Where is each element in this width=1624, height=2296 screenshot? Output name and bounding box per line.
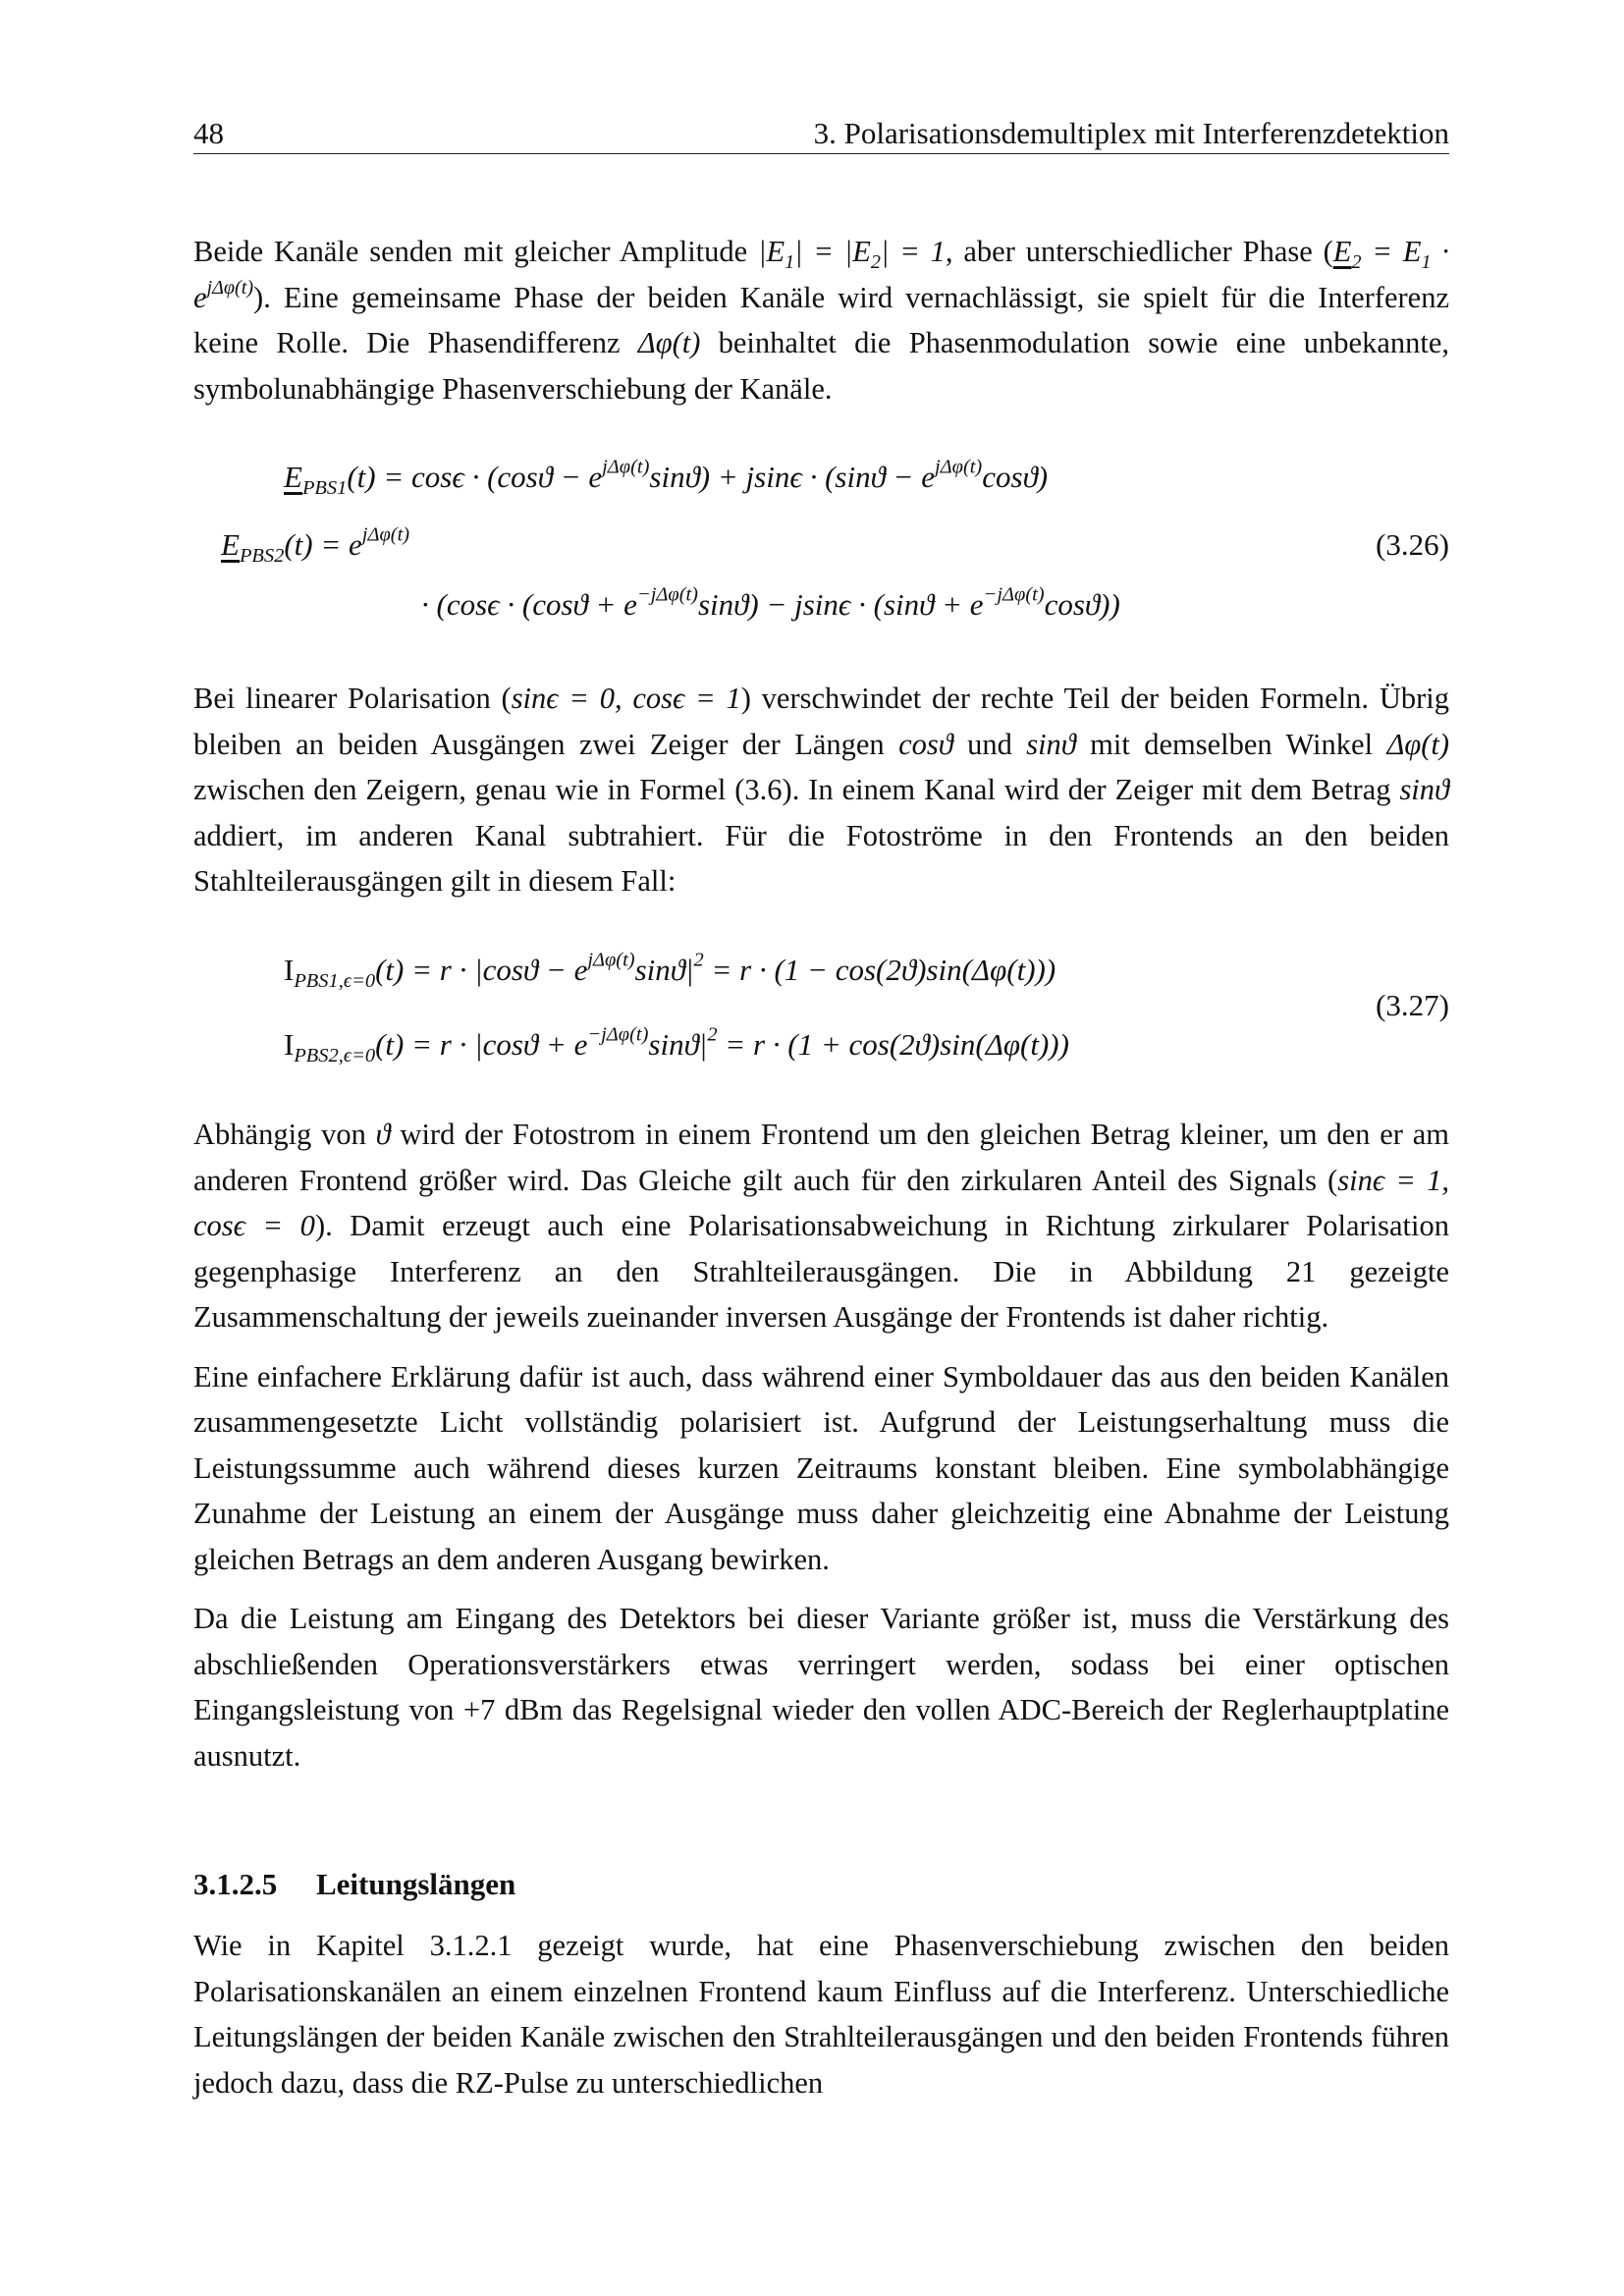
equation-line: $E_{PBS1}(t) = \cos\epsilon \cdot (\cos ϑ - e^{j\Delta\varphi(t)}\sin ϑ) + jsin\epsilon \cdot (\sin ϑ - e^{j\Delta\varphi(t)}\cos ϑ)$	[284, 456, 1049, 500]
paragraph-2: Bei linearer Polarisation (sinϵ = 0, cosϵ = 1) verschwindet der rechte Teil der beiden Formeln. Übrig bleiben an beiden Ausgängen zwei Zeiger der Längen cosϑ und sinϑ mit demselben Winkel Δφ(t) zwischen den Zeigern, genau wie in Formel (3.6). In einem Kanal wird der Zeiger mit dem Betrag sinϑ addiert, im anderen Kanal subtrahiert. Für die Fotoströme in den Frontends an den beiden Stahlteilerausgängen gilt in diesem Fall:	[193, 682, 1449, 898]
inline-math: $|E_1| = |E_2| = 1$	[758, 235, 946, 274]
running-chapter-title: 3. Polarisationsdemultiplex mit Interferenzdetektion	[813, 116, 1449, 150]
section-heading	[193, 1862, 1449, 1907]
equation-line: · $(\cos\epsilon \cdot (\cos ϑ + e^{-j\Delta\varphi(t)}\sin ϑ) - jsin\epsilon \cdot (\sin ϑ + e^{-j\Delta\varphi(t)}\cos ϑ))$	[421, 583, 1120, 622]
equation-3-27	[193, 943, 1449, 1080]
equation-3-26	[193, 452, 1449, 648]
section-title: Leitungslängen	[316, 1867, 516, 1901]
equation-number: (3.27)	[1376, 988, 1449, 1022]
paragraph-4: Eine einfachere Erklärung dafür ist auch, dass während einer Symboldauer das aus den beiden Kanälen zusammengesetzte Licht vollständig polarisiert ist. Aufgrund der Leistungserhaltung muss die Leistungssumme auch während dieses kurzen Zeitraums konstant bleiben. Eine symbolabhängige Zunahme der Leistung an einem der Ausgänge muss daher gleichzeitig eine Abnahme der Leistung gleichen Betrags an dem anderen Ausgang bewirken.	[193, 1359, 1449, 1576]
inline-math: Δφ(t)	[637, 326, 701, 359]
page-number: 48	[193, 116, 224, 150]
paragraph-1: Beide Kanäle senden mit gleicher Amplitude $|E_1| = |E_2| = 1$, aber unterschiedlicher Phase $(E_2 = E_1 \cdot e^{j\Delta\varphi(t)})$. Eine gemeinsame Phase der beiden Kanäle wird vernachlässigt, sie spielt für die Interferenz keine Rolle. Die Phasendifferenz Δφ(t) beinhaltet die Phasenmodulation sowie eine unbekannte, symbolunabhängige Phasenverschiebung der Kanäle.	[193, 235, 1450, 406]
section-number: 3.1.2.5	[193, 1867, 278, 1901]
equation-line: $I_{PBS2,\epsilon=0}(t) = r \cdot |\cos ϑ + e^{-j\Delta\varphi(t)}\sin ϑ|^2 = r \cdot (1 + \cos(2ϑ)\sin(\Delta\varphi(t)))$	[284, 1023, 1069, 1067]
inline-math: $E_2 = E_1 \cdot e^{j\Delta\varphi(t)}$	[193, 235, 1450, 314]
equation-number: (3.26)	[1376, 527, 1449, 562]
paragraph-5: Da die Leistung am Eingang des Detektors bei dieser Variante größer ist, muss die Verstärkung des abschließenden Operationsverstärkers etwas verringert werden, sodass bei einer optischen Eingangsleistung von +7 dBm das Regelsignal wieder den vollen ADC-Bereich der Reglerhauptplatine ausnutzt.	[193, 1602, 1449, 1773]
equation-line: $I_{PBS1,\epsilon=0}(t) = r \cdot |\cos ϑ - e^{j\Delta\varphi(t)}\sin ϑ|^2 = r \cdot (1 - \cos(2ϑ)\sin(\Delta\varphi(t)))$	[284, 949, 1056, 993]
paragraph-3: Abhängig von ϑ wird der Fotostrom in einem Frontend um den gleichen Betrag kleiner, um den er am anderen Frontend größer wird. Das Gleiche gilt auch für den zirkularen Anteil des Signals (sinϵ = 1, cosϵ = 0). Damit erzeugt auch eine Polarisationsabweichung in Richtung zirkularer Polarisation gegenphasige Interferenz an den Strahlteilerausgängen. Die in Abbildung 21 gezeigte Zusammenschaltung der jeweils zueinander inversen Ausgänge der Frontends ist daher richtig.	[193, 1118, 1449, 1334]
equation-line: $E_{PBS2}(t) = e^{j\Delta\varphi(t)}$	[221, 523, 410, 568]
paragraph-group	[193, 1112, 1449, 1778]
paragraph-6: Wie in Kapitel 3.1.2.1 gezeigt wurde, hat eine Phasenverschiebung zwischen den beiden Polarisationskanälen an einem einzelnen Frontend kaum Einfluss auf die Interferenz. Unterschiedliche Leitungslängen der beiden Kanäle zwischen den Strahlteilerausgängen und den beiden Frontends führen jedoch dazu, dass die RZ-Pulse zu unterschiedlichen	[193, 1929, 1449, 2100]
page-header	[193, 114, 1449, 154]
